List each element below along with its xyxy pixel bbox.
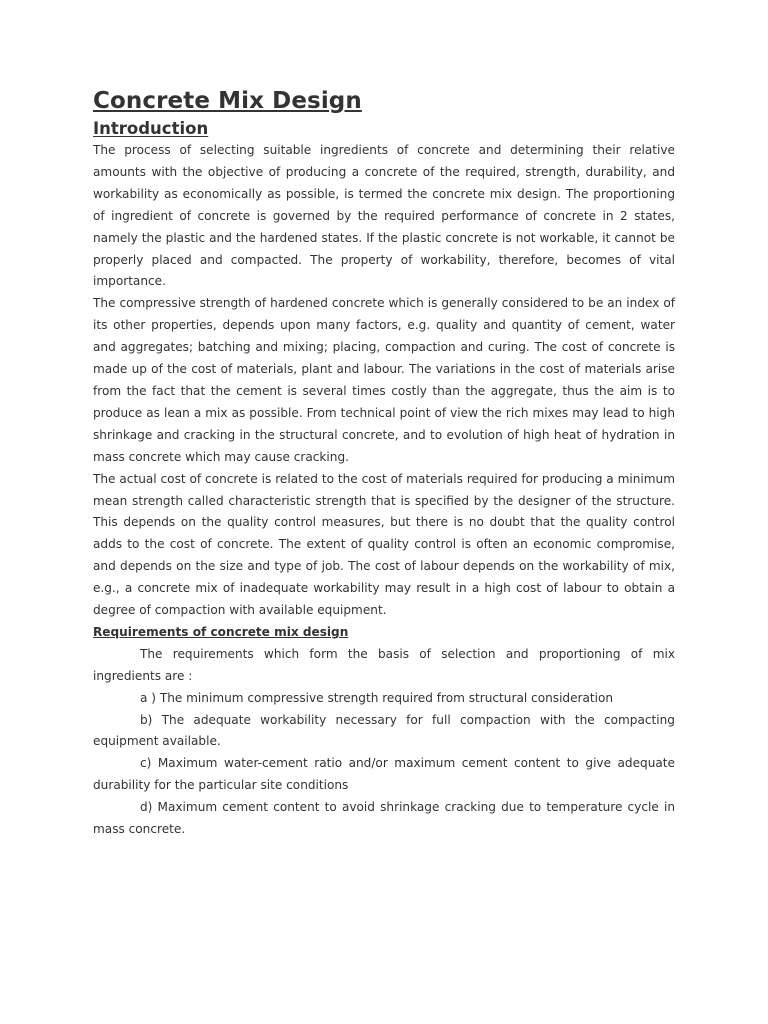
- paragraph: The actual cost of concrete is related to the cost of materials required for producing a minimum mean strength called characteristic strength that is specified by the designer of the structure. This depends on the quality control measures, but there is no doubt that the quality control adds to the cost of concrete. The extent of quality control is often an economic compromise, and depends on the size and type of job. The cost of labour depends on the workability of mix, e.g., a concrete mix of inadequate workability may result in a high cost of labour to obtain a degree of compaction with available equipment.: [93, 471, 675, 618]
- requirement-item: b) The adequate workability necessary for full compaction with the compacting equipment available.: [93, 712, 675, 749]
- requirement-item: a ) The minimum compressive strength required from structural consideration: [140, 690, 614, 705]
- requirement-item: c) Maximum water-cement ratio and/or maximum cement content to give adequate durability for the particular site conditions: [93, 756, 675, 793]
- requirements-intro: The requirements which form the basis of selection and proportioning of mix ingredients are :: [93, 646, 675, 683]
- section-title-introduction: Introduction: [93, 119, 209, 138]
- document-title: Concrete Mix Design: [93, 88, 362, 114]
- document-page: [93, 86, 675, 841]
- paragraph: The compressive strength of hardened concrete which is generally considered to be an index of its other properties, depends upon many factors, e.g. quality and quantity of cement, water and aggregates; batching and mixing; placing, compaction and curing. The cost of concrete is made up of the cost of materials, plant and labour. The variations in the cost of materials arise from the fact that the cement is several times costly than the aggregate, thus the aim is to produce as lean a mix as possible. From technical point of view the rich mixes may lead to high shrinkage and cracking in the structural concrete, and to evolution of high heat of hydration in mass concrete which may cause cracking.: [93, 296, 675, 464]
- paragraph: The process of selecting suitable ingredients of concrete and determining their relative amounts with the objective of producing a concrete of the required, strength, durability, and workability as economically as possible, is termed the concrete mix design. The proportioning of ingredient of concrete is governed by the required performance of concrete in 2 states, namely the plastic and the hardened states. If the plastic concrete is not workable, it cannot be properly placed and compacted. The property of workability, therefore, becomes of vital importance.: [93, 143, 675, 289]
- section-title-requirements: Requirements of concrete mix design: [93, 624, 349, 639]
- requirement-item: d) Maximum cement content to avoid shrinkage cracking due to temperature cycle in mass concrete.: [93, 800, 675, 837]
